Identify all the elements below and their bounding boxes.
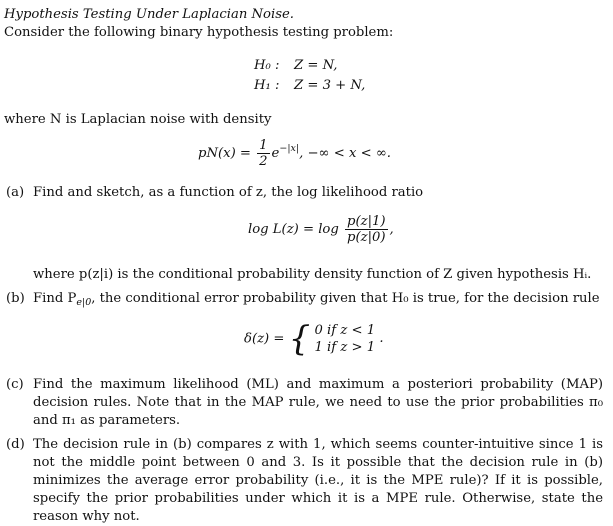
- density-frac-den: 2: [259, 154, 268, 169]
- page-title: Hypothesis Testing Under Laplacian Noise.: [4, 7, 294, 22]
- density-exponent: −|x|: [279, 143, 300, 154]
- part-b-text-post: , the conditional error probability given that H₀ is true, for the decision rule: [91, 291, 600, 306]
- log-likelihood-equation: [248, 214, 394, 245]
- llr-lhs: log L(z) = log: [248, 222, 339, 237]
- part-a-note: where p(z|i) is the conditional probability density function of Z given hypothesis Hᵢ.: [33, 267, 592, 282]
- h1-expression: Z = 3 + N,: [294, 78, 366, 93]
- llr-fraction: [345, 214, 388, 245]
- h1-label: H₁ :: [254, 78, 280, 93]
- h0-expression: Z = N,: [294, 58, 338, 73]
- part-a-label: (a): [6, 185, 25, 200]
- part-c-text: Find the maximum likelihood (ML) and maximum a posteriori probability (MAP) decision rules. Note that in the MAP rule, we need to use the prior probabilities π₀ and π₁ as parameters.: [33, 377, 603, 428]
- intro-text: Consider the following binary hypothesis testing problem:: [4, 25, 394, 40]
- part-d-label: (d): [6, 437, 25, 452]
- density-equation: [198, 138, 391, 169]
- part-b-text-pre: Find P: [33, 291, 77, 306]
- llr-tail: ,: [389, 222, 394, 237]
- rule-lhs: δ(z) =: [244, 331, 285, 347]
- density-base: e: [271, 146, 280, 161]
- llr-denominator: p(z|0): [347, 230, 386, 245]
- rule-brace: {: [288, 319, 311, 359]
- rule-case-1: 0 if z < 1: [314, 323, 376, 338]
- noise-description: where N is Laplacian noise with density: [4, 112, 272, 127]
- rule-cases: [314, 322, 375, 356]
- part-b-text-sub: e|0: [76, 297, 92, 308]
- density-domain: , −∞ < x < ∞.: [299, 146, 391, 161]
- part-c-label: (c): [6, 377, 24, 392]
- density-fraction: [257, 138, 269, 169]
- rule-tail: .: [379, 331, 384, 346]
- part-b-text: [33, 290, 603, 312]
- rule-case-2: 1 if z > 1: [314, 340, 376, 355]
- density-frac-num: 1: [259, 138, 268, 153]
- density-lhs: pN(x) =: [198, 146, 251, 161]
- h0-label: H₀ :: [254, 58, 280, 73]
- part-a-text: Find and sketch, as a function of z, the log likelihood ratio: [33, 185, 424, 200]
- part-d-text: The decision rule in (b) compares z with 1, which seems counter-intuitive since 1 is not the middle point between 0 and 3. Is it possible that the decision rule in (b) minimizes the average error probability (i.e., it is the MPE rule)? If it is possible, specify the prior probabilities under which it is a MPE rule. Otherwise, state the reason why not.: [33, 437, 603, 524]
- part-b-label: (b): [6, 291, 25, 306]
- decision-rule: [244, 319, 384, 359]
- llr-numerator: p(z|1): [347, 214, 386, 229]
